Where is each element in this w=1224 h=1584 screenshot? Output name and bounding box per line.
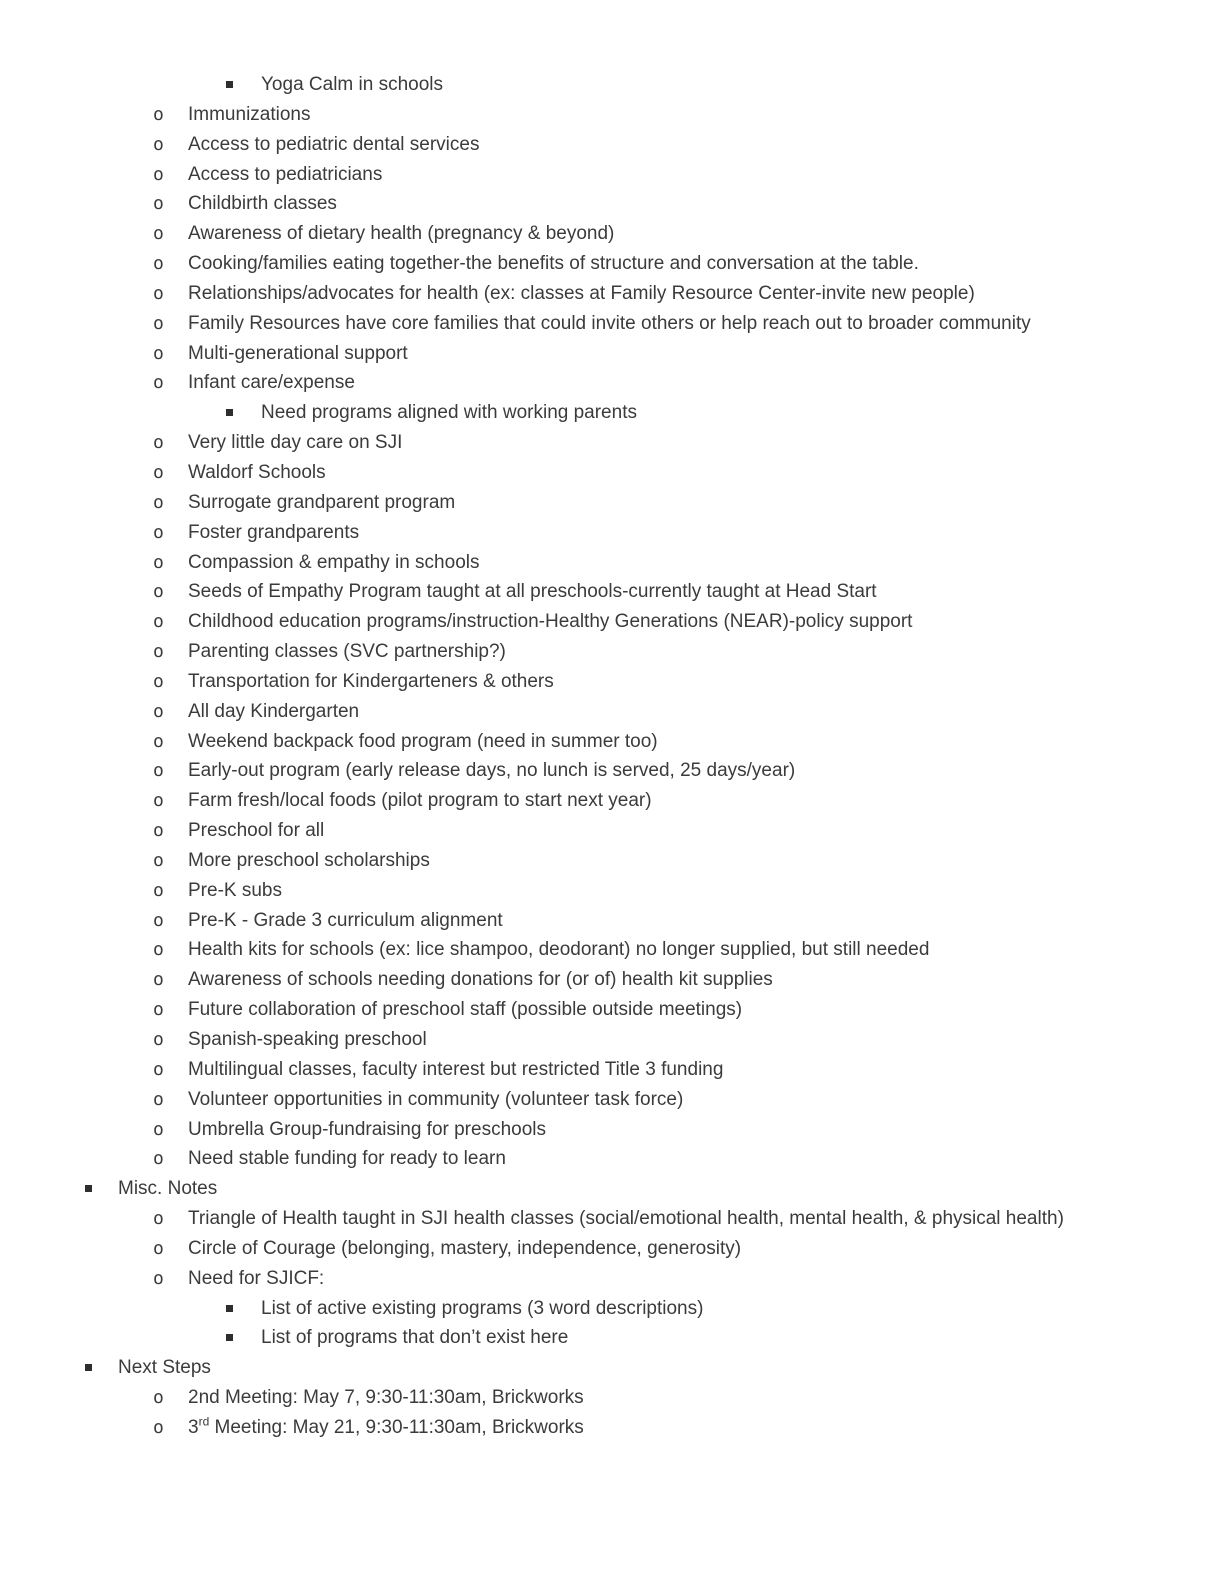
list-item-text: More preschool scholarships xyxy=(188,849,430,871)
list-item xyxy=(0,1085,1224,1115)
list-item-text: Farm fresh/local foods (pilot program to start next year) xyxy=(188,790,652,812)
circle-bullet-icon: o xyxy=(153,1088,164,1110)
circle-bullet-icon: o xyxy=(153,670,164,692)
list-item-text: Infant care/expense xyxy=(188,372,355,394)
circle-bullet-icon: o xyxy=(153,1387,164,1409)
list-item-text: Volunteer opportunities in community (volunteer task force) xyxy=(188,1088,684,1110)
list-item-text: All day Kindergarten xyxy=(188,700,360,722)
list-item-text: Preschool for all xyxy=(188,820,325,842)
list-item xyxy=(0,1144,1224,1174)
circle-bullet-icon: o xyxy=(153,849,164,871)
list-item-text: Immunizations xyxy=(188,103,311,125)
list-item xyxy=(0,1383,1224,1413)
list-item xyxy=(0,160,1224,190)
square-bullet-icon xyxy=(85,1185,92,1192)
list-item xyxy=(0,1294,1224,1324)
list-item xyxy=(0,1115,1224,1145)
list-item xyxy=(0,577,1224,607)
square-bullet-icon xyxy=(226,1305,233,1312)
list-item-text: Next Steps xyxy=(118,1357,211,1379)
list-item-text: Awareness of dietary health (pregnancy & beyond) xyxy=(188,223,615,245)
list-item xyxy=(0,786,1224,816)
circle-bullet-icon: o xyxy=(153,461,164,483)
list-item-text: Pre-K subs xyxy=(188,879,282,901)
list-item xyxy=(0,935,1224,965)
list-item-text: Misc. Notes xyxy=(118,1178,218,1200)
list-item xyxy=(0,488,1224,518)
circle-bullet-icon: o xyxy=(153,939,164,961)
list-item-text: Triangle of Health taught in SJI health classes (social/emotional health, mental health, & physical health) xyxy=(188,1208,1064,1230)
list-item-text: Need for SJICF: xyxy=(188,1267,325,1289)
square-bullet-icon xyxy=(226,409,233,416)
list-item-text: Multilingual classes, faculty interest but restricted Title 3 funding xyxy=(188,1058,724,1080)
list-item xyxy=(0,518,1224,548)
circle-bullet-icon: o xyxy=(153,1148,164,1170)
list-item-text: Childbirth classes xyxy=(188,193,337,215)
list-item xyxy=(0,279,1224,309)
circle-bullet-icon: o xyxy=(153,1237,164,1259)
circle-bullet-icon: o xyxy=(153,103,164,125)
circle-bullet-icon: o xyxy=(153,253,164,275)
list-item xyxy=(0,309,1224,339)
circle-bullet-icon: o xyxy=(153,969,164,991)
circle-bullet-icon: o xyxy=(153,312,164,334)
list-item-text: Awareness of schools needing donations for (or of) health kit supplies xyxy=(188,969,773,991)
list-item-text: Cooking/families eating together-the benefits of structure and conversation at the table. xyxy=(188,253,919,275)
list-item-text: Meeting: May 21, 9:30-11:30am, Brickworks xyxy=(209,1416,584,1438)
list-item-text: Pre-K - Grade 3 curriculum alignment xyxy=(188,909,503,931)
list-item-text: Access to pediatricians xyxy=(188,163,383,185)
square-bullet-icon xyxy=(85,1364,92,1371)
list-item xyxy=(0,667,1224,697)
list-item xyxy=(0,189,1224,219)
list-item xyxy=(0,906,1224,936)
list-item-text: Need programs aligned with working parents xyxy=(261,402,637,424)
list-item-text: Parenting classes (SVC partnership?) xyxy=(188,641,506,663)
list-item-text: Relationships/advocates for health (ex: classes at Family Resource Center-invite new people) xyxy=(188,282,975,304)
circle-bullet-icon: o xyxy=(153,1029,164,1050)
circle-bullet-icon: o xyxy=(153,611,164,633)
list-item-text: Multi-generational support xyxy=(188,342,408,364)
list-item-text: Early-out program (early release days, no lunch is served, 25 days/year) xyxy=(188,760,796,782)
circle-bullet-icon: o xyxy=(153,641,164,663)
list-item xyxy=(0,1025,1224,1055)
list-item xyxy=(0,1055,1224,1085)
circle-bullet-icon: o xyxy=(153,790,164,812)
list-item-text: 2nd Meeting: May 7, 9:30-11:30am, Brickworks xyxy=(188,1387,584,1409)
list-item-text: Access to pediatric dental services xyxy=(188,133,480,155)
list-item-text: Future collaboration of preschool staff (possible outside meetings) xyxy=(188,999,743,1021)
list-item-text: Surrogate grandparent program xyxy=(188,491,456,513)
list-item-text: Compassion & empathy in schools xyxy=(188,551,480,573)
list-item xyxy=(0,1204,1224,1234)
circle-bullet-icon: o xyxy=(153,551,164,573)
list-item-text: List of programs that don’t exist here xyxy=(261,1327,569,1349)
list-item xyxy=(0,1174,1224,1204)
list-item-text: Weekend backpack food program (need in summer too) xyxy=(188,730,658,752)
circle-bullet-icon: o xyxy=(153,999,164,1021)
list-item xyxy=(0,249,1224,279)
list-item-text: Seeds of Empathy Program taught at all preschools-currently taught at Head Start xyxy=(188,581,877,603)
circle-bullet-icon: o xyxy=(153,282,164,304)
list-item-text: Transportation for Kindergarteners & others xyxy=(188,670,554,692)
circle-bullet-icon: o xyxy=(153,1118,164,1140)
list-item xyxy=(0,458,1224,488)
square-bullet-icon xyxy=(226,1334,233,1341)
circle-bullet-icon: o xyxy=(153,1208,164,1230)
list-item-text: Umbrella Group-fundraising for preschools xyxy=(188,1118,546,1140)
list-item xyxy=(0,1234,1224,1264)
list-item xyxy=(0,727,1224,757)
list-item xyxy=(0,1353,1224,1383)
list-item xyxy=(0,219,1224,249)
list-item xyxy=(0,816,1224,846)
list-item xyxy=(0,1413,1224,1443)
circle-bullet-icon: o xyxy=(153,820,164,842)
circle-bullet-icon: o xyxy=(153,1058,164,1080)
list-item-text: Need stable funding for ready to learn xyxy=(188,1148,506,1170)
list-item xyxy=(0,756,1224,786)
list-item xyxy=(0,607,1224,637)
list-item xyxy=(0,428,1224,458)
circle-bullet-icon: o xyxy=(153,700,164,722)
list-item-text: Waldorf Schools xyxy=(188,461,326,483)
circle-bullet-icon: o xyxy=(153,491,164,513)
list-item xyxy=(0,130,1224,160)
list-item xyxy=(0,548,1224,578)
circle-bullet-icon: o xyxy=(153,730,164,752)
circle-bullet-icon: o xyxy=(153,760,164,782)
list-item-text: Yoga Calm in schools xyxy=(261,74,444,95)
list-item-text: Spanish-speaking preschool xyxy=(188,1029,427,1050)
list-item xyxy=(0,339,1224,369)
circle-bullet-icon: o xyxy=(153,163,164,185)
list-item xyxy=(0,876,1224,906)
list-item xyxy=(0,846,1224,876)
circle-bullet-icon: o xyxy=(153,1267,164,1289)
circle-bullet-icon: o xyxy=(153,223,164,245)
circle-bullet-icon: o xyxy=(153,133,164,155)
circle-bullet-icon: o xyxy=(153,193,164,215)
list-item-text: 3 xyxy=(188,1416,199,1438)
list-item-text: Health kits for schools (ex: lice shampoo, deodorant) no longer supplied, but still needed xyxy=(188,939,930,961)
list-item-text: Circle of Courage (belonging, mastery, independence, generosity) xyxy=(188,1237,742,1259)
bulleted-list xyxy=(0,70,1224,1443)
list-item xyxy=(0,697,1224,727)
list-item xyxy=(0,637,1224,667)
list-item xyxy=(0,995,1224,1025)
list-item xyxy=(0,398,1224,428)
list-item-text: Foster grandparents xyxy=(188,521,360,543)
list-item-text: List of active existing programs (3 word descriptions) xyxy=(261,1297,704,1319)
circle-bullet-icon: o xyxy=(153,1416,164,1438)
list-item-text: Childhood education programs/instruction-Healthy Generations (NEAR)-policy support xyxy=(188,611,913,633)
list-item-text: Very little day care on SJI xyxy=(188,432,403,454)
list-item-text: Family Resources have core families that could invite others or help reach out to broader community xyxy=(188,312,1031,334)
list-item xyxy=(0,70,1224,100)
list-item xyxy=(0,100,1224,130)
list-item xyxy=(0,1323,1224,1353)
ordinal-suffix: rd xyxy=(198,1414,210,1429)
square-bullet-icon xyxy=(226,81,233,88)
circle-bullet-icon: o xyxy=(153,581,164,603)
circle-bullet-icon: o xyxy=(153,342,164,364)
circle-bullet-icon: o xyxy=(153,372,164,394)
list-item xyxy=(0,965,1224,995)
circle-bullet-icon: o xyxy=(153,521,164,543)
circle-bullet-icon: o xyxy=(153,909,164,931)
list-item xyxy=(0,368,1224,398)
circle-bullet-icon: o xyxy=(153,879,164,901)
circle-bullet-icon: o xyxy=(153,432,164,454)
list-item xyxy=(0,1264,1224,1294)
